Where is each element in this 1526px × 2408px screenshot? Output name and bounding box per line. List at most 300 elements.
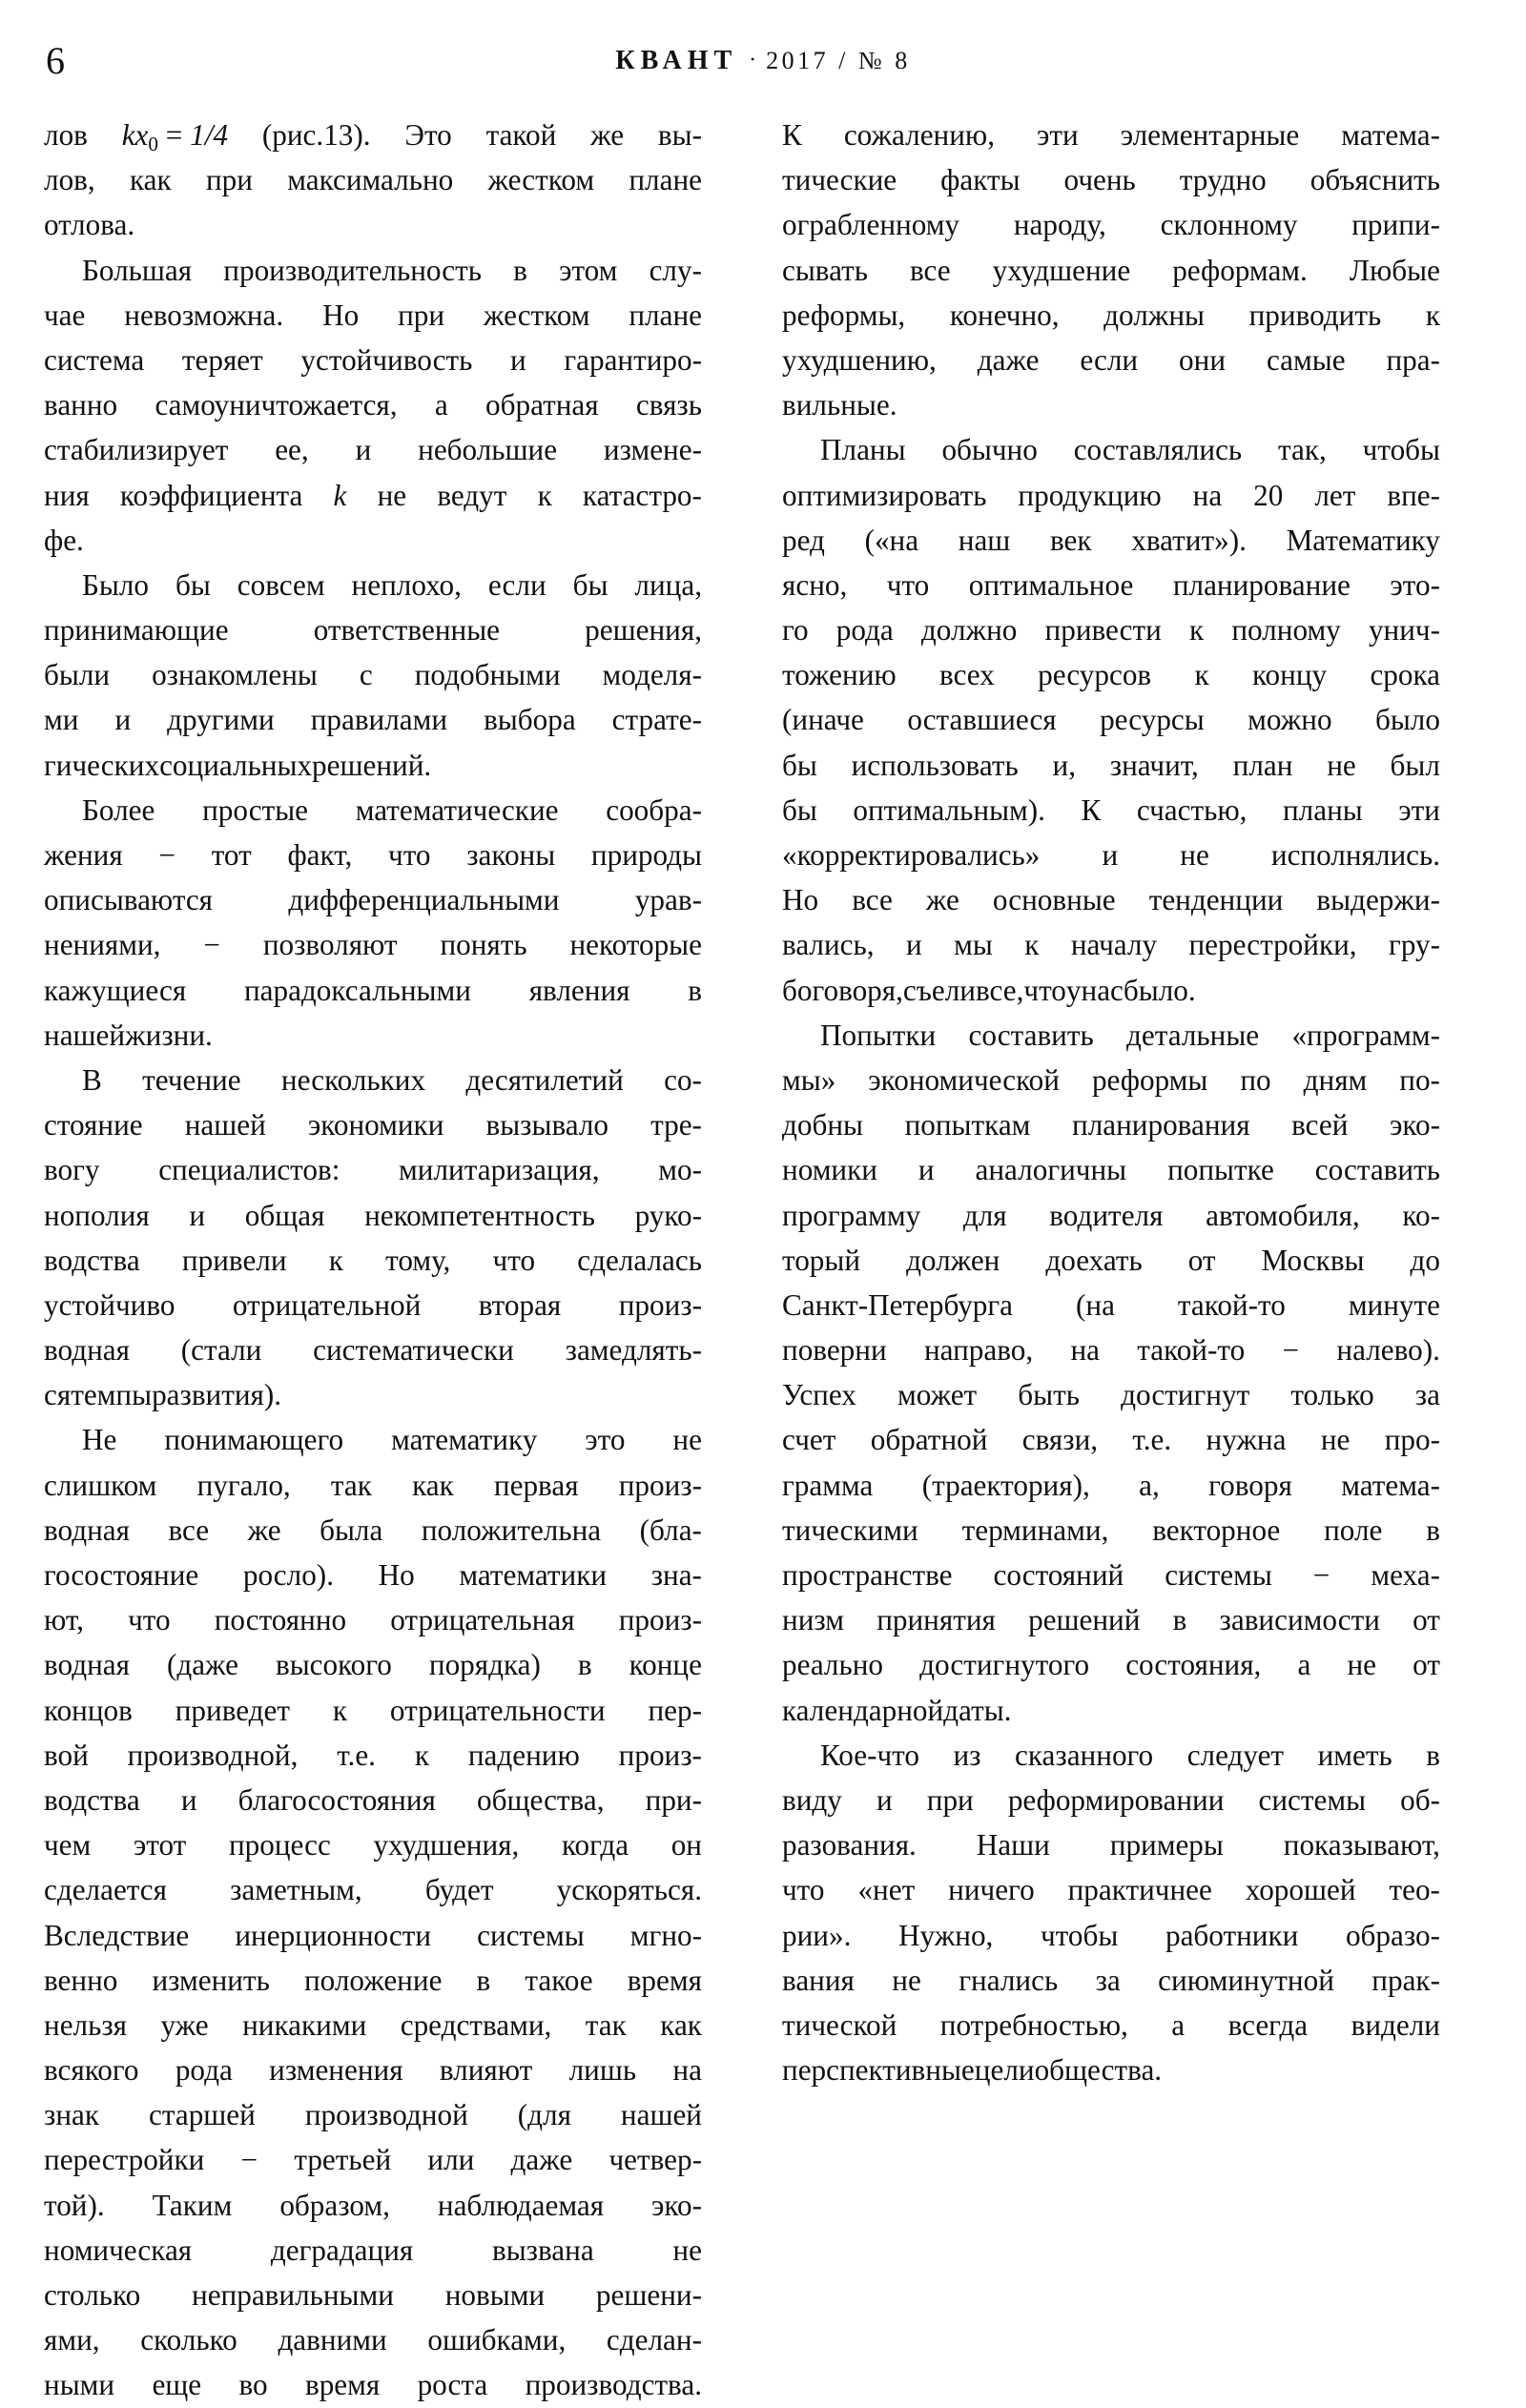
word: отрицательной bbox=[232, 1287, 422, 1322]
word: дням bbox=[1303, 1062, 1368, 1097]
word: а bbox=[1297, 1648, 1311, 1682]
word: пугало, bbox=[196, 1468, 291, 1502]
word: реформы, bbox=[782, 298, 906, 332]
word: направо, bbox=[923, 1333, 1034, 1368]
word: на bbox=[1192, 478, 1223, 512]
word: всех bbox=[939, 658, 995, 692]
word: кажущиеся bbox=[44, 973, 187, 1007]
word: при bbox=[398, 298, 445, 332]
word: − bbox=[240, 2143, 258, 2177]
word: невозможна. bbox=[124, 298, 284, 332]
word: работники bbox=[1165, 1918, 1299, 1952]
word: календарной bbox=[782, 1693, 944, 1727]
word: (даже bbox=[166, 1648, 239, 1682]
word: моделя- bbox=[602, 658, 702, 692]
word: плане bbox=[629, 298, 702, 332]
word: хватит»). bbox=[1131, 523, 1247, 557]
word: система bbox=[44, 342, 145, 377]
word: матема- bbox=[1341, 118, 1440, 152]
text-line bbox=[782, 1642, 1440, 1687]
word: зависимости bbox=[1219, 1603, 1380, 1637]
text-line bbox=[782, 113, 1440, 157]
word: унич- bbox=[1368, 613, 1440, 648]
word: водства bbox=[44, 1243, 140, 1277]
word: Но bbox=[322, 298, 360, 332]
word: принимающие bbox=[44, 613, 229, 648]
word: должно bbox=[920, 613, 1018, 648]
word: решений. bbox=[312, 748, 432, 782]
word: мгно- bbox=[629, 1918, 702, 1952]
word: вильные. bbox=[782, 388, 897, 422]
word: лишь bbox=[568, 2053, 637, 2088]
word: сиюминутной bbox=[1158, 1963, 1334, 1997]
word: эко- bbox=[651, 2188, 702, 2222]
word: примеры bbox=[1109, 1828, 1224, 1863]
word: состояния, bbox=[1125, 1648, 1262, 1682]
word: программу bbox=[782, 1198, 921, 1232]
word: знак bbox=[44, 2098, 100, 2132]
word: специалистов: bbox=[158, 1153, 340, 1187]
text-line bbox=[44, 1688, 702, 1733]
word: и bbox=[509, 342, 526, 377]
word: лов, bbox=[44, 163, 95, 197]
word: ясно, bbox=[782, 567, 848, 602]
word: и, bbox=[1052, 748, 1077, 782]
word: оставшиеся bbox=[907, 703, 1057, 737]
word: решени- bbox=[595, 2278, 702, 2312]
word: план bbox=[1232, 748, 1293, 782]
word: было. bbox=[1123, 973, 1196, 1007]
word: процесс bbox=[228, 1828, 331, 1863]
word: что bbox=[886, 567, 930, 602]
text-line bbox=[44, 2003, 702, 2048]
text-line bbox=[44, 2317, 702, 2362]
paragraph-indent: Попытки bbox=[820, 1018, 937, 1052]
word: Математику bbox=[1286, 523, 1440, 557]
word: практичнее bbox=[1067, 1873, 1212, 1907]
word: такой-то bbox=[1177, 1287, 1286, 1322]
word: тре- bbox=[650, 1108, 702, 1142]
word: гнались bbox=[959, 1963, 1059, 1997]
word: ускоряться. bbox=[556, 1873, 702, 1907]
word: так bbox=[585, 2007, 627, 2042]
word: реформам. bbox=[1172, 253, 1308, 287]
word: при bbox=[205, 163, 253, 197]
word: нашей bbox=[44, 1018, 126, 1052]
word: отрицательности bbox=[389, 1693, 606, 1727]
word: совсем bbox=[237, 567, 325, 602]
word: такой bbox=[485, 118, 557, 152]
word: некомпетентность bbox=[364, 1198, 595, 1232]
word: тические bbox=[782, 163, 897, 197]
text-line bbox=[44, 473, 702, 518]
word: разования. bbox=[782, 1828, 917, 1863]
word: положительна bbox=[421, 1513, 602, 1547]
word: привели bbox=[181, 1243, 287, 1277]
word: были bbox=[44, 658, 111, 692]
word: лет bbox=[1314, 478, 1356, 512]
word: еще bbox=[152, 2368, 202, 2402]
word: нужна bbox=[1206, 1423, 1287, 1457]
text-line bbox=[44, 2183, 702, 2228]
text-line bbox=[44, 1867, 702, 1912]
word: нашей bbox=[620, 2098, 702, 2132]
word: счастью, bbox=[1136, 792, 1248, 827]
paragraph bbox=[44, 248, 702, 563]
word: порядка) bbox=[428, 1648, 541, 1682]
word: в bbox=[688, 973, 702, 1007]
text-line bbox=[782, 833, 1440, 877]
text-line bbox=[782, 202, 1440, 247]
text-line bbox=[44, 2273, 702, 2317]
word: вызвана bbox=[491, 2233, 594, 2267]
text-line bbox=[44, 1327, 702, 1372]
word: счет bbox=[782, 1423, 836, 1457]
word: математику bbox=[391, 1423, 538, 1457]
word: пер- bbox=[648, 1693, 702, 1727]
word: третьей bbox=[294, 2143, 392, 2177]
word: автомобиля, bbox=[1206, 1198, 1360, 1232]
word: (рис.13). bbox=[261, 118, 371, 152]
word: это bbox=[585, 1423, 626, 1457]
word: ошибками, bbox=[427, 2323, 567, 2357]
word: прак- bbox=[1371, 1963, 1440, 1997]
word: ванно bbox=[44, 388, 118, 422]
word: не bbox=[1180, 838, 1209, 872]
word: ют, bbox=[44, 1603, 84, 1637]
word: использовать bbox=[851, 748, 1019, 782]
paragraph bbox=[782, 1733, 1440, 2093]
text-line bbox=[44, 1283, 702, 1327]
word: при- bbox=[645, 1782, 702, 1817]
word: − bbox=[203, 928, 220, 962]
word: произ- bbox=[618, 1468, 702, 1502]
word: лов bbox=[44, 118, 88, 152]
word: элементарные bbox=[1120, 118, 1300, 152]
word: по- bbox=[1399, 1062, 1440, 1097]
word: ко- bbox=[1402, 1198, 1440, 1232]
word: сделается bbox=[44, 1873, 167, 1907]
word: вогу bbox=[44, 1153, 100, 1187]
word: тической bbox=[782, 2007, 897, 2042]
word: добны bbox=[782, 1108, 863, 1142]
word: потребностью, bbox=[939, 2007, 1128, 2042]
text-line bbox=[44, 563, 702, 607]
text-line bbox=[44, 113, 702, 157]
word: даты. bbox=[943, 1693, 1012, 1727]
word: развития). bbox=[152, 1378, 282, 1412]
word: к bbox=[1024, 928, 1040, 962]
word: когда bbox=[561, 1828, 629, 1863]
word: должны bbox=[1103, 298, 1205, 332]
text-line bbox=[782, 788, 1440, 833]
text-line bbox=[44, 338, 702, 382]
word: «корректировались» bbox=[782, 838, 1041, 872]
text-line bbox=[782, 1913, 1440, 1958]
word: Но bbox=[782, 883, 819, 917]
word: детальные bbox=[1126, 1018, 1260, 1052]
word: пра- bbox=[1386, 342, 1440, 377]
word: время bbox=[304, 2368, 381, 2402]
word: не bbox=[1320, 1423, 1351, 1457]
word: сделалась bbox=[577, 1243, 702, 1277]
word: экономической bbox=[868, 1062, 1060, 1097]
word: систематически bbox=[313, 1333, 514, 1368]
word: должен bbox=[906, 1243, 1000, 1277]
word: что bbox=[782, 1873, 825, 1907]
word: чем bbox=[44, 1828, 92, 1863]
word: выдержи- bbox=[1316, 883, 1440, 917]
word: к bbox=[1425, 298, 1440, 332]
word: четвер- bbox=[608, 2143, 702, 2177]
text-line bbox=[782, 1147, 1440, 1192]
word: лица, bbox=[634, 567, 702, 602]
word: парадоксальными bbox=[243, 973, 471, 1007]
text-line bbox=[44, 1013, 702, 1058]
word: ее, bbox=[275, 433, 309, 467]
word: бы bbox=[782, 792, 817, 827]
word: Но bbox=[378, 1558, 415, 1592]
word: явления bbox=[528, 973, 630, 1007]
word: темпы bbox=[71, 1378, 153, 1412]
word: системы bbox=[1165, 1558, 1272, 1592]
text-line bbox=[782, 1733, 1440, 1778]
word: описываются bbox=[44, 883, 214, 917]
word: было bbox=[1374, 703, 1440, 737]
text-line bbox=[44, 1058, 702, 1102]
text-line bbox=[782, 1508, 1440, 1553]
word: даже bbox=[510, 2143, 573, 2177]
text-line bbox=[782, 697, 1440, 742]
word: началу bbox=[1070, 928, 1158, 962]
word: некоторые bbox=[569, 928, 702, 962]
inline-formula: $kx_0 = 1/4$ bbox=[121, 118, 229, 155]
word: меха- bbox=[1371, 1558, 1440, 1592]
word: от bbox=[1413, 1603, 1440, 1637]
word: (стали bbox=[180, 1333, 262, 1368]
word: ухудшения, bbox=[373, 1828, 520, 1863]
paragraph bbox=[44, 1417, 702, 2407]
word: реформировании bbox=[1007, 1782, 1225, 1817]
word: как bbox=[660, 2007, 702, 2042]
word: обратной bbox=[870, 1423, 988, 1457]
word: гру- bbox=[1389, 928, 1440, 962]
word: оптимальным). bbox=[853, 792, 1045, 827]
text-line bbox=[782, 1058, 1440, 1102]
text-line bbox=[44, 202, 702, 247]
word: общества. bbox=[1034, 2053, 1163, 2088]
word: законы bbox=[466, 838, 556, 872]
word: падению bbox=[467, 1738, 580, 1772]
word: и bbox=[189, 1198, 206, 1232]
word: низм bbox=[782, 1603, 844, 1637]
word: фе. bbox=[44, 523, 84, 557]
word: Вследствие bbox=[44, 1918, 190, 1952]
word: об- bbox=[1400, 1782, 1440, 1817]
word: от bbox=[1413, 1648, 1440, 1682]
text-line bbox=[44, 652, 702, 697]
word: десятилетий bbox=[465, 1062, 624, 1097]
word: тот bbox=[211, 838, 252, 872]
text-line bbox=[44, 877, 702, 922]
text-line bbox=[782, 157, 1440, 202]
text-line bbox=[782, 1013, 1440, 1058]
word: видели bbox=[1351, 2007, 1440, 2042]
word: бо bbox=[782, 973, 813, 1007]
word: перестройки, bbox=[1188, 928, 1357, 962]
word: значит, bbox=[1109, 748, 1199, 782]
word: социальных bbox=[159, 748, 313, 782]
word: конце bbox=[629, 1648, 702, 1682]
text-line bbox=[782, 1597, 1440, 1642]
word: оптимальное bbox=[968, 567, 1134, 602]
text-line bbox=[782, 382, 1440, 427]
word: правилами bbox=[310, 703, 448, 737]
word: Санкт-Петербурга bbox=[782, 1287, 1014, 1322]
word: основные bbox=[992, 883, 1116, 917]
word: − bbox=[158, 838, 176, 872]
word: всей bbox=[1291, 1108, 1349, 1142]
word: связи, bbox=[1021, 1423, 1099, 1457]
word: приведет bbox=[175, 1693, 291, 1727]
word: может bbox=[897, 1378, 978, 1412]
text-line bbox=[782, 1958, 1440, 2003]
word: это- bbox=[1390, 567, 1440, 602]
text-line bbox=[44, 833, 702, 877]
word: нашей bbox=[184, 1108, 266, 1142]
word: теряет bbox=[181, 342, 263, 377]
word: сывать bbox=[782, 253, 868, 287]
word: и bbox=[918, 1153, 935, 1187]
word: давними bbox=[278, 2323, 387, 2357]
word: ограбленному bbox=[782, 208, 960, 242]
word: новыми bbox=[444, 2278, 546, 2312]
word: устойчивость bbox=[300, 342, 473, 377]
word: коэффициента bbox=[119, 478, 303, 512]
word: ничего bbox=[948, 1873, 1035, 1907]
word: концу bbox=[1251, 658, 1328, 692]
word: образом, bbox=[279, 2188, 390, 2222]
word: ями, bbox=[44, 2323, 100, 2357]
word: постоянно bbox=[214, 1603, 347, 1637]
word: иметь bbox=[1317, 1738, 1392, 1772]
word: системы bbox=[477, 1918, 585, 1952]
word: мы» bbox=[782, 1062, 836, 1097]
word: чтобы bbox=[1041, 1918, 1119, 1952]
text-line bbox=[44, 968, 702, 1013]
word: решений bbox=[1028, 1603, 1141, 1637]
word: эти bbox=[1037, 118, 1079, 152]
word: слу- bbox=[649, 253, 702, 287]
word: же bbox=[247, 1513, 281, 1547]
word: к bbox=[1194, 658, 1209, 692]
word: рода bbox=[175, 2053, 233, 2088]
word: жестком bbox=[487, 163, 595, 197]
word: и bbox=[355, 433, 372, 467]
paragraph bbox=[44, 113, 702, 248]
word: в bbox=[476, 1963, 491, 1997]
word: чтобы bbox=[1362, 433, 1440, 467]
word: вторая bbox=[478, 1287, 562, 1322]
word: Успех bbox=[782, 1378, 856, 1412]
text-line bbox=[44, 1102, 702, 1147]
word: про- bbox=[1384, 1423, 1440, 1457]
word: вызывало bbox=[485, 1108, 609, 1142]
journal-issue: 2017 / № 8 bbox=[766, 47, 911, 74]
word: нениями, bbox=[44, 928, 161, 962]
text-line bbox=[782, 1327, 1440, 1372]
word: можно bbox=[1248, 703, 1332, 737]
word: при bbox=[926, 1782, 974, 1817]
word: терминами, bbox=[961, 1513, 1109, 1547]
word: самоуничтожается, bbox=[155, 388, 398, 422]
word: руко- bbox=[634, 1198, 702, 1232]
word: что bbox=[1023, 973, 1066, 1007]
word: жения bbox=[44, 838, 123, 872]
word: сказанного bbox=[1015, 1738, 1154, 1772]
paragraph bbox=[44, 788, 702, 1058]
word: эти bbox=[1398, 792, 1440, 827]
word: реформы bbox=[1091, 1062, 1208, 1097]
word: аналогичны bbox=[975, 1153, 1127, 1187]
word: объяснить bbox=[1309, 163, 1440, 197]
word: ресурсы bbox=[1100, 703, 1205, 737]
word: срока bbox=[1370, 658, 1440, 692]
text-line bbox=[782, 1778, 1440, 1822]
word: к bbox=[537, 478, 552, 512]
word: (для bbox=[517, 2098, 571, 2132]
paragraph-indent: В bbox=[82, 1062, 102, 1097]
word: зна- bbox=[650, 1558, 702, 1592]
word: произ- bbox=[618, 1603, 702, 1637]
word: и bbox=[180, 1782, 197, 1817]
word: венно bbox=[44, 1963, 118, 1997]
word: оптимизировать bbox=[782, 478, 987, 512]
word: ред bbox=[782, 523, 825, 557]
word: позволяют bbox=[262, 928, 398, 962]
text-line bbox=[782, 1102, 1440, 1147]
word: в bbox=[577, 1648, 592, 1682]
word: на bbox=[672, 2053, 702, 2088]
word: нас bbox=[1081, 973, 1124, 1007]
word: отрицательная bbox=[390, 1603, 575, 1637]
word bbox=[334, 473, 347, 518]
word: 20 bbox=[1253, 478, 1284, 512]
paragraph-indent: Было bbox=[82, 567, 150, 602]
word: самые bbox=[1266, 342, 1346, 377]
word: концов bbox=[44, 1693, 133, 1727]
word: что bbox=[492, 1243, 536, 1277]
word: матема- bbox=[1341, 1468, 1440, 1502]
word: или bbox=[427, 2143, 475, 2177]
word: же bbox=[925, 883, 959, 917]
word: время bbox=[627, 1963, 702, 1997]
word: небольшие bbox=[418, 433, 558, 467]
word: будет bbox=[424, 1873, 494, 1907]
word: от bbox=[1187, 1243, 1216, 1277]
word: на bbox=[1070, 1333, 1100, 1368]
text-line bbox=[782, 518, 1440, 563]
text-line bbox=[782, 1283, 1440, 1327]
word: сколько bbox=[140, 2323, 237, 2357]
word: и bbox=[1102, 838, 1119, 872]
word: природы bbox=[590, 838, 702, 872]
word: всегда bbox=[1227, 2007, 1309, 2042]
text-line bbox=[782, 1867, 1440, 1912]
word: Наши bbox=[976, 1828, 1050, 1863]
word: склонному bbox=[1160, 208, 1298, 242]
text-line bbox=[44, 743, 702, 788]
